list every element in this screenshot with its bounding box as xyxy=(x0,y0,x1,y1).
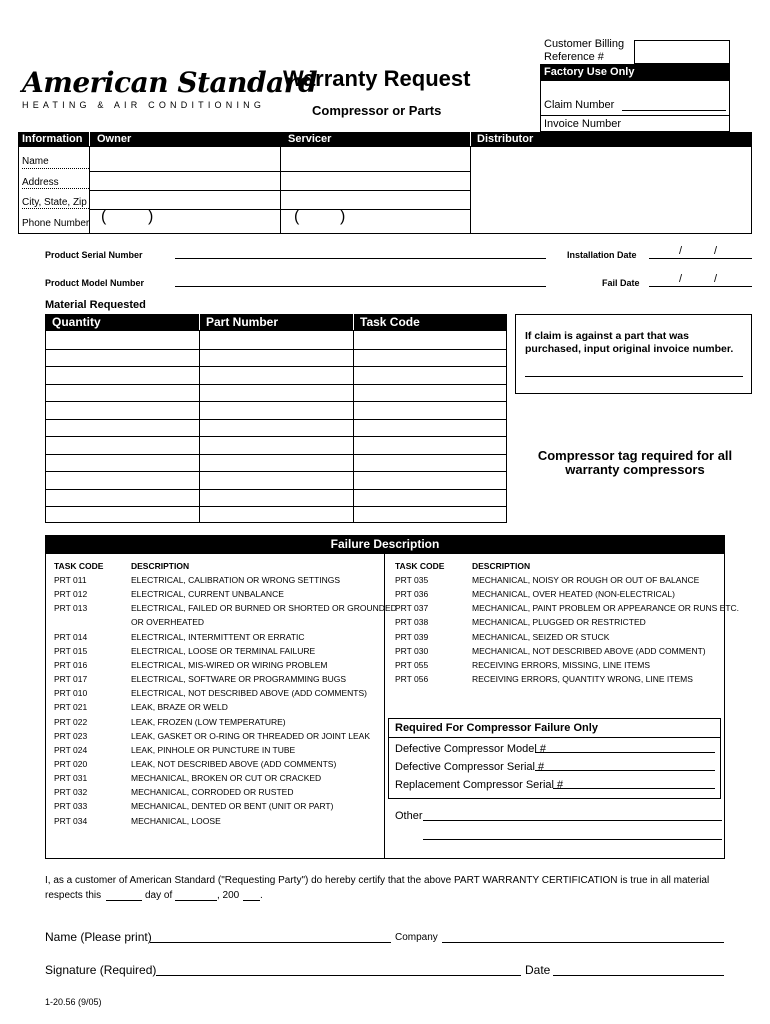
task-code: PRT 033 xyxy=(54,801,88,812)
task-code: PRT 024 xyxy=(54,744,88,755)
task-code: PRT 031 xyxy=(54,773,88,784)
task-code: PRT 012 xyxy=(54,589,88,600)
year-field[interactable] xyxy=(243,900,260,901)
defective-model-label: Defective Compressor Model # xyxy=(395,743,547,755)
task-code: PRT 030 xyxy=(395,645,429,656)
table-row[interactable] xyxy=(45,366,507,367)
task-code: PRT 017 xyxy=(54,674,88,685)
signature-label: Signature (Required) xyxy=(45,963,157,977)
task-code: PRT 032 xyxy=(54,787,88,798)
task-description: MECHANICAL, PAINT PROBLEM OR APPEARANCE OR RUNS ETC. xyxy=(472,603,740,614)
task-code: PRT 022 xyxy=(54,716,88,727)
task-description: ELECTRICAL, MIS-WIRED OR WIRING PROBLEM xyxy=(131,659,328,670)
task-code: PRT 010 xyxy=(54,688,88,699)
header-sep xyxy=(199,314,200,330)
task-description: ELECTRICAL, CURRENT UNBALANCE xyxy=(131,589,284,600)
other-field[interactable] xyxy=(423,820,722,821)
product-serial-label: Product Serial Number xyxy=(45,250,143,260)
name-field[interactable] xyxy=(150,942,391,943)
dotted-rule xyxy=(22,208,89,209)
task-code: PRT 055 xyxy=(395,659,429,670)
task-code: PRT 013 xyxy=(54,603,88,614)
task-description: MECHANICAL, BROKEN OR CUT OR CRACKED xyxy=(131,773,322,784)
reference-field[interactable] xyxy=(634,40,730,64)
info-row-phone: Phone Number xyxy=(22,218,90,229)
info-header-servicer: Servicer xyxy=(288,133,332,145)
month-field[interactable] xyxy=(175,900,217,901)
task-code: PRT 034 xyxy=(54,815,88,826)
product-model-label: Product Model Number xyxy=(45,278,145,288)
year-label: , 200 xyxy=(217,890,240,901)
task-code: PRT 011 xyxy=(54,575,87,585)
date-sep: / xyxy=(714,245,718,257)
paren: ) xyxy=(340,208,346,225)
col-quantity: Quantity xyxy=(52,315,101,329)
signature-field[interactable] xyxy=(156,975,521,976)
task-code: PRT 039 xyxy=(395,631,429,642)
task-code: PRT 035 xyxy=(395,575,429,585)
col-task-code: Task Code xyxy=(360,315,420,329)
form-number: 1-20.56 (9/05) xyxy=(45,997,102,1007)
info-header-sep xyxy=(89,132,90,146)
defective-serial-field[interactable] xyxy=(535,770,715,771)
table-row[interactable] xyxy=(45,489,507,490)
company-field[interactable] xyxy=(442,942,724,943)
replacement-serial-label: Replacement Compressor Serial # xyxy=(395,779,564,791)
table-row[interactable] xyxy=(45,471,507,472)
info-row-address: Address xyxy=(22,177,59,188)
installation-date-field[interactable] xyxy=(649,258,752,259)
factory-use-only-bar: Factory Use Only xyxy=(540,64,730,80)
material-table xyxy=(45,330,507,523)
date-sep: / xyxy=(679,245,683,257)
task-description: LEAK, NOT DESCRIBED ABOVE (ADD COMMENTS) xyxy=(131,758,337,769)
fail-date-label: Fail Date xyxy=(602,278,640,288)
task-code: PRT 014 xyxy=(54,631,88,642)
day-of-label: day of xyxy=(145,890,173,901)
replacement-serial-field[interactable] xyxy=(553,788,715,789)
date-sep: / xyxy=(714,273,718,285)
info-header-sep xyxy=(470,132,471,146)
col-divider xyxy=(199,330,200,523)
col-part-number: Part Number xyxy=(206,315,279,329)
task-description: LEAK, FROZEN (LOW TEMPERATURE) xyxy=(131,716,286,727)
dotted-rule xyxy=(22,188,89,189)
col-divider xyxy=(470,146,471,234)
paren: ( xyxy=(101,208,107,225)
task-description: ELECTRICAL, LOOSE OR TERMINAL FAILURE xyxy=(131,645,316,656)
task-code: PRT 056 xyxy=(395,674,429,685)
compressor-tag-note: Compressor tag required for all warranty compressors xyxy=(537,448,733,477)
logo-subtitle: HEATING & AIR CONDITIONING xyxy=(22,100,266,110)
customer-billing-label: Customer Billing xyxy=(544,38,625,50)
info-header-owner: Owner xyxy=(97,133,132,145)
other-field-2[interactable] xyxy=(423,839,722,840)
invoice-number-label: Invoice Number xyxy=(544,118,622,130)
row-divider xyxy=(89,209,470,210)
info-header-distributor: Distributor xyxy=(477,133,534,145)
task-code: PRT 021 xyxy=(54,702,88,713)
fd-col-task-code: TASK CODE xyxy=(395,561,445,571)
failure-col-divider xyxy=(384,553,385,859)
task-description: ELECTRICAL, SOFTWARE OR PROGRAMMING BUGS xyxy=(131,674,347,685)
product-serial-field[interactable] xyxy=(175,258,546,259)
task-description: LEAK, GASKET OR O-RING OR THREADED OR JOINT LEAK xyxy=(131,730,370,741)
task-description: LEAK, BRAZE OR WELD xyxy=(131,702,228,713)
page-title: Warranty Request xyxy=(283,66,471,91)
table-row[interactable] xyxy=(45,384,507,385)
table-row[interactable] xyxy=(45,419,507,420)
divider xyxy=(388,737,721,738)
date-label: Date xyxy=(525,963,551,977)
task-description: RECEIVING ERRORS, MISSING, LINE ITEMS xyxy=(472,659,651,670)
day-field[interactable] xyxy=(106,900,142,901)
defective-model-field[interactable] xyxy=(535,752,715,753)
task-description: MECHANICAL, NOISY OR ROUGH OR OUT OF BALANCE xyxy=(472,575,700,585)
failure-description-title: Failure Description xyxy=(45,535,725,553)
row-divider xyxy=(89,171,470,172)
fd-col-description: DESCRIPTION xyxy=(131,561,190,571)
task-description: MECHANICAL, NOT DESCRIBED ABOVE (ADD COMMENT) xyxy=(472,645,706,656)
dotted-rule xyxy=(22,168,89,169)
company-label: Company xyxy=(395,932,438,943)
task-description: MECHANICAL, OVER HEATED (NON-ELECTRICAL) xyxy=(472,589,675,600)
table-row[interactable] xyxy=(45,401,507,402)
defective-serial-label: Defective Compressor Serial # xyxy=(395,761,545,773)
task-code: PRT 015 xyxy=(54,645,88,656)
invoice-note: If claim is against a part that was purchased, input original invoice number. xyxy=(525,330,734,355)
task-description: ELECTRICAL, FAILED OR BURNED OR SHORTED OR GROUNDED xyxy=(131,603,397,614)
task-description: MECHANICAL, PLUGGED OR RESTRICTED xyxy=(472,617,646,628)
task-code: PRT 036 xyxy=(395,589,429,600)
task-code: PRT 037 xyxy=(395,603,429,614)
material-requested-title: Material Requested xyxy=(45,299,146,311)
paren: ) xyxy=(148,208,154,225)
installation-date-label: Installation Date xyxy=(567,250,637,260)
date-sep: / xyxy=(679,273,683,285)
claim-divider xyxy=(540,115,730,116)
task-description: RECEIVING ERRORS, QUANTITY WRONG, LINE ITEMS xyxy=(472,674,693,685)
task-code: PRT 038 xyxy=(395,617,429,628)
date-field[interactable] xyxy=(553,975,724,976)
task-description: MECHANICAL, CORRODED OR RUSTED xyxy=(131,787,294,798)
table-row[interactable] xyxy=(45,506,507,507)
task-description: ELECTRICAL, NOT DESCRIBED ABOVE (ADD COMMENTS) xyxy=(131,688,367,699)
american-standard-logo: American Standard xyxy=(22,66,318,99)
product-model-field[interactable] xyxy=(175,286,546,287)
task-description: MECHANICAL, LOOSE xyxy=(131,815,221,826)
claim-number-label: Claim Number xyxy=(544,99,615,111)
col-divider xyxy=(353,330,354,523)
claim-number-field[interactable] xyxy=(622,110,726,111)
respects-this-label: respects this xyxy=(45,890,102,901)
reference-label: Reference # xyxy=(544,51,604,63)
table-row[interactable] xyxy=(45,454,507,455)
task-description: MECHANICAL, SEIZED OR STUCK xyxy=(472,631,610,642)
fd-col-description: DESCRIPTION xyxy=(472,561,531,571)
period: . xyxy=(260,890,263,901)
table-row[interactable] xyxy=(45,349,507,350)
task-description: ELECTRICAL, CALIBRATION OR WRONG SETTINGS xyxy=(131,575,341,585)
header-sep xyxy=(353,314,354,330)
task-description: LEAK, PINHOLE OR PUNCTURE IN TUBE xyxy=(131,744,296,755)
info-header-information: Information xyxy=(22,133,83,145)
task-code: PRT 016 xyxy=(54,659,88,670)
other-label: Other xyxy=(395,810,423,822)
paren: ( xyxy=(294,208,300,225)
task-description: OR OVERHEATED xyxy=(131,617,205,628)
page-subtitle: Compressor or Parts xyxy=(312,103,442,118)
task-description: ELECTRICAL, INTERMITTENT OR ERRATIC xyxy=(131,631,305,642)
row-divider xyxy=(89,190,470,191)
table-row[interactable] xyxy=(45,436,507,437)
task-code: PRT 020 xyxy=(54,758,88,769)
info-row-name: Name xyxy=(22,156,49,167)
certification-text: I, as a customer of American Standard ("Requesting Party") do hereby certify that the above PART WARRANTY CERTIFICATION is true in all material xyxy=(45,875,710,886)
fail-date-field[interactable] xyxy=(649,286,752,287)
invoice-note-field[interactable] xyxy=(525,376,743,377)
task-description: MECHANICAL, DENTED OR BENT (UNIT OR PART) xyxy=(131,801,334,812)
info-row-city: City, State, Zip xyxy=(22,197,87,208)
task-code: PRT 023 xyxy=(54,730,88,741)
compressor-failure-title: Required For Compressor Failure Only xyxy=(395,722,598,734)
fd-col-task-code: TASK CODE xyxy=(54,561,104,571)
name-label: Name (Please print) xyxy=(45,930,152,944)
